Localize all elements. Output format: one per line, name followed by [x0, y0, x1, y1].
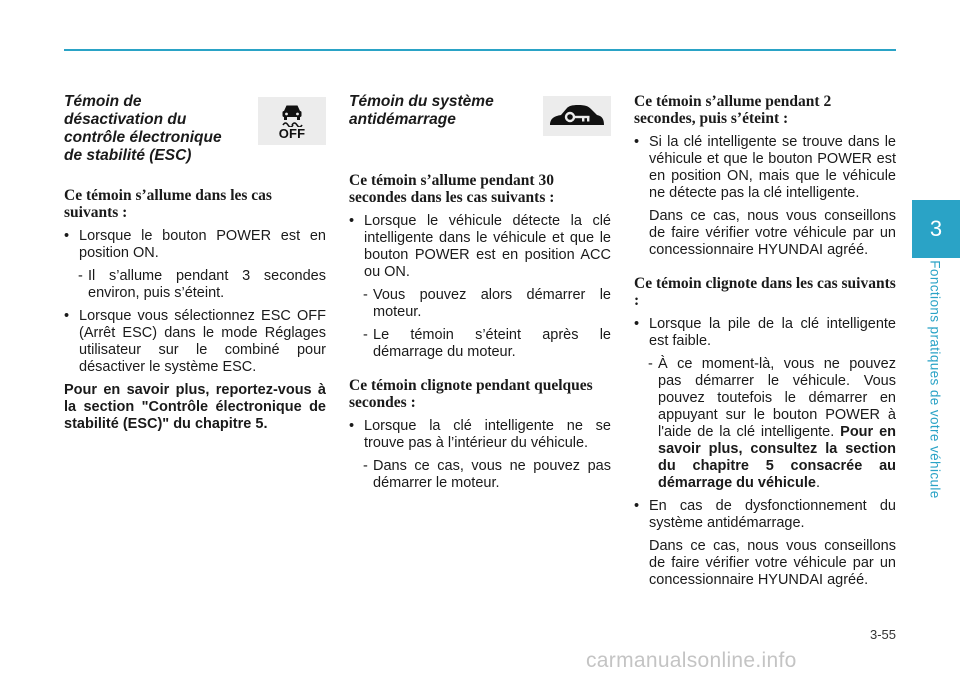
esc-title-row: [64, 93, 326, 165]
page-number: 3-55: [869, 627, 896, 642]
continued-paragraph-2: Dans ce cas, nous vous conseillons de faire vérifier votre véhicule par un concessionnaire HYUNDAI agréé.: [649, 538, 896, 588]
off-label: OFF: [278, 125, 306, 141]
continued-heading-1: Ce témoin s’allume pendant 2 secondes, puis s’éteint :: [634, 93, 832, 127]
continued-heading-2: Ce témoin clignote dans les cas suivants :: [634, 275, 896, 309]
skidding-car-icon: [279, 103, 305, 127]
continued-dash-1: - À ce moment-là, vous ne pouvez pas démarrer le véhicule. Vous pouvez toutefois le démarrer en appuyant sur le bouton POWER à l'aide de la clé intelligente. Pour en savoir plus, consultez la section du chapitre 5 consacrée au démarrage du véhicule.: [634, 356, 896, 492]
car-key-icon: [548, 103, 606, 129]
esc-bullet-1: • Lorsque le bouton POWER est en position ON.: [64, 228, 326, 262]
esc-note: Pour en savoir plus, reportez-vous à la section "Contrôle électronique de stabilité (ESC)" du chapitre 5.: [64, 382, 326, 432]
top-rule: [64, 49, 896, 51]
immobilizer-title-row: [349, 93, 611, 167]
column-immobilizer-continued: [634, 93, 896, 595]
chapter-5-reference: Pour en savoir plus, consultez la section du chapitre 5 consacrée au démarrage du véhicule: [658, 424, 896, 491]
immobilizer-bullet-1: • Lorsque le véhicule détecte la clé intelligente dans le véhicule et que le bouton POWER est en position ACC ou ON.: [349, 213, 611, 281]
esc-heading: Ce témoin s’allume dans les cas suivants :: [64, 187, 272, 221]
immobilizer-heading-2: Ce témoin clignote pendant quelques secondes :: [349, 377, 593, 411]
watermark: carmanualsonline.info: [586, 649, 797, 672]
chapter-tab: 3: [912, 200, 960, 258]
esc-off-indicator-icon: [258, 97, 326, 145]
column-immobilizer: [349, 93, 611, 498]
immobilizer-dash-2: - Le témoin s’éteint après le démarrage du moteur.: [349, 327, 611, 361]
immobilizer-dash-1: - Vous pouvez alors démarrer le moteur.: [349, 287, 611, 321]
continued-paragraph-1: Dans ce cas, nous vous conseillons de faire vérifier votre véhicule par un concessionnaire HYUNDAI agréé.: [649, 208, 896, 258]
esc-bullet-2: • Lorsque vous sélectionnez ESC OFF (Arrêt ESC) dans le mode Réglages utilisateur sur le combiné pour désactiver le système ESC.: [64, 308, 326, 376]
immobilizer-title: Témoin du système antidémarrage: [349, 93, 494, 128]
chapter-title-vertical: Fonctions pratiques de votre véhicule: [927, 259, 943, 499]
immobilizer-dash-3: - Dans ce cas, vous ne pouvez pas démarrer le moteur.: [349, 458, 611, 492]
immobilizer-indicator-icon: [543, 96, 611, 136]
continued-bullet-3: • En cas de dysfonctionnement du système antidémarrage.: [634, 498, 896, 532]
immobilizer-heading-1: Ce témoin s’allume pendant 30 secondes dans les cas suivants :: [349, 172, 555, 206]
immobilizer-bullet-2: • Lorsque la clé intelligente ne se trouve pas à l’intérieur du véhicule.: [349, 418, 611, 452]
continued-bullet-2: • Lorsque la pile de la clé intelligente est faible.: [634, 316, 896, 350]
esc-title: Témoin de désactivation du contrôle électronique de stabilité (ESC): [64, 93, 222, 164]
continued-bullet-1: • Si la clé intelligente se trouve dans le véhicule et que le bouton POWER est en position ON, mais que le véhicule ne détecte pas la clé intelligente.: [634, 134, 896, 202]
column-esc: [64, 93, 326, 439]
esc-dash-1: - Il s’allume pendant 3 secondes environ, puis s’éteint.: [64, 268, 326, 302]
